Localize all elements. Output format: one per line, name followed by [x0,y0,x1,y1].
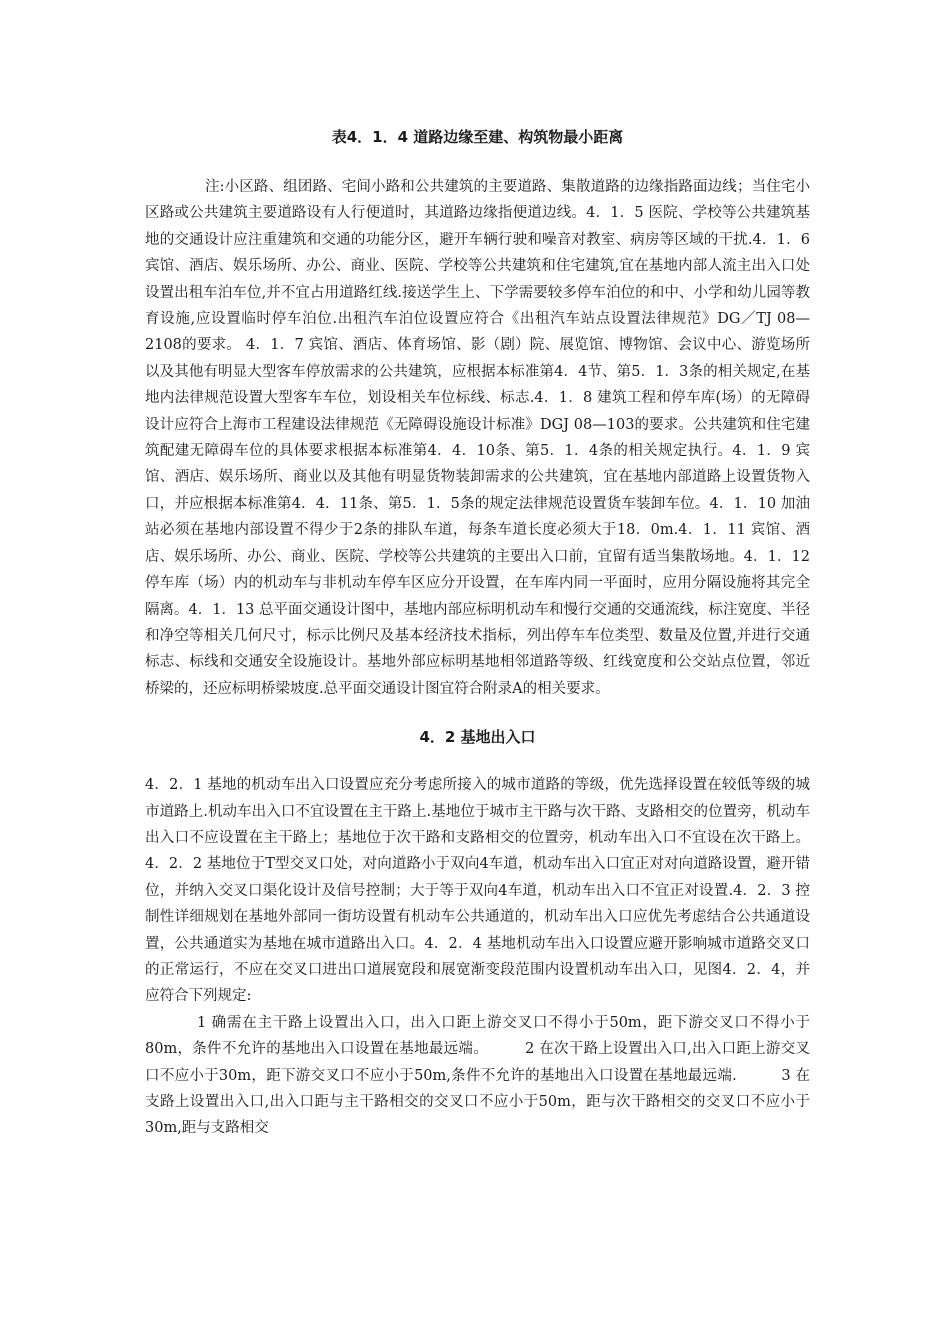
paragraph-4-2-4-rules: 1 确需在主干路上设置出入口，出入口距上游交叉口不得小于50m，距下游交叉口不得小于80m，条件不允许的基地出入口设置在基地最远端。 2 在次干路上设置出入口,出入口距上游交叉口不应小于30m，距下游交叉口不应小于50m,条件不允许的基地出入口设置在基地最远端. 3 在支路上设置出入口,出入口距与主干路相交的交叉口不应小于50m，距与次干路相交的交叉口不应小于30m,距与支路相交 [145,1014,810,1137]
section-title: 4．2 基地出入口 [419,728,536,747]
table-title: 表4．1．4 道路边缘至建、构筑物最小距离 [331,128,624,146]
paragraph-notes-4-1: 注:小区路、组团路、宅间小路和公共建筑的主要道路、集散道路的边缘指路面边线；当住宅小区路或公共建筑主要道路设有人行便道时，其道路边缘指便道边线。4．1．5 医院、学校等公共建筑基地的交通设计应注重建筑和交通的功能分区，避开车辆行驶和噪音对教室、病房等区域的干扰.4．1．6 宾馆、酒店、娱乐场所、办公、商业、医院、学校等公共建筑和住宅建筑,宜在基地内部人流主出入口处设置出租车泊车位,并不宜占用道路红线.接送学生上、下学需要较多停车泊位的和中、小学和幼儿园等教育设施,应设置临时停车泊位.出租汽车泊位设置应符合《出租汽车站点设置法律规范》DG／TJ 08—2108的要求。 4．1．7 宾馆、酒店、体育场馆、影（剧）院、展览馆、博物馆、会议中心、游览场所以及其他有明显大型客车停放需求的公共建筑，应根据本标准第4．4节、第5．1．3条的相关规定,在基地内法律规范设置大型客车车位，划设相关车位标线、标志.4．1．8 建筑工程和停车库(场）的无障碍设计应符合上海市工程建设法律规范《无障碍设施设计标准》DGJ 08—103的要求。公共建筑和住宅建筑配建无障碍车位的具体要求根据本标准第4．4．10条、第5．1．4条的相关规定执行。4．1．9 宾馆、酒店、娱乐场所、商业以及其他有明显货物装卸需求的公共建筑，宜在基地内部道路上设置货物入口，并应根据本标准第4．4．11条、第5．1．5条的规定法律规范设置货车装卸车位。4．1．10 加油站必须在基地内部设置不得少于2条的排队车道，每条车道长度必须大于18．0m.4．1．11 宾馆、酒店、娱乐场所、办公、商业、医院、学校等公共建筑的主要出入口前，宜留有适当集散场地。4．1．12 停车库（场）内的机动车与非机动车停车区应分开设置，在车库内同一平面时，应用分隔设施将其完全隔离。4．1．13 总平面交通设计图中，基地内部应标明机动车和慢行交通的交通流线，标注宽度、半径和净空等相关几何尺寸，标示比例尺及基本经济技术指标，列出停车车位类型、数量及位置,并进行交通标志、标线和交通安全设施设计。基地外部应标明基地相邻道路等级、红线宽度和公交站点位置，邻近桥梁的，还应标明桥梁坡度.总平面交通设计图宜符合附录A的相关要求。 [145,179,811,697]
paragraph-4-2: 4．2．1 基地的机动车出入口设置应充分考虑所接入的城市道路的等级，优先选择设置在较低等级的城市道路上.机动车出入口不宜设置在主干路上.基地位于城市主干路与次干路、支路相交的位置旁，机动车出入口不应设置在主干路上；基地位于次干路和支路相交的位置旁，机动车出入口不宜设在次干路上。4．2．2 基地位于T型交叉口处，对向道路小于双向4车道，机动车出入口宜正对对向道路设置，避开错位，并纳入交叉口渠化设计及信号控制；大于等于双向4车道，机动车出入口不宜正对设置.4．2．3 控制性详细规划在基地外部同一街坊设置有机动车公共通道的，机动车出入口应优先考虑结合公共通道设置，公共通道实为基地在城市道路出入口。4．2．4 基地机动车出入口设置应避开影响城市道路交叉口的正常运行，不应在交叉口进出口道展宽段和展宽渐变段范围内设置机动车出入口，见图4．2．4，并应符合下列规定: [145,777,810,1005]
